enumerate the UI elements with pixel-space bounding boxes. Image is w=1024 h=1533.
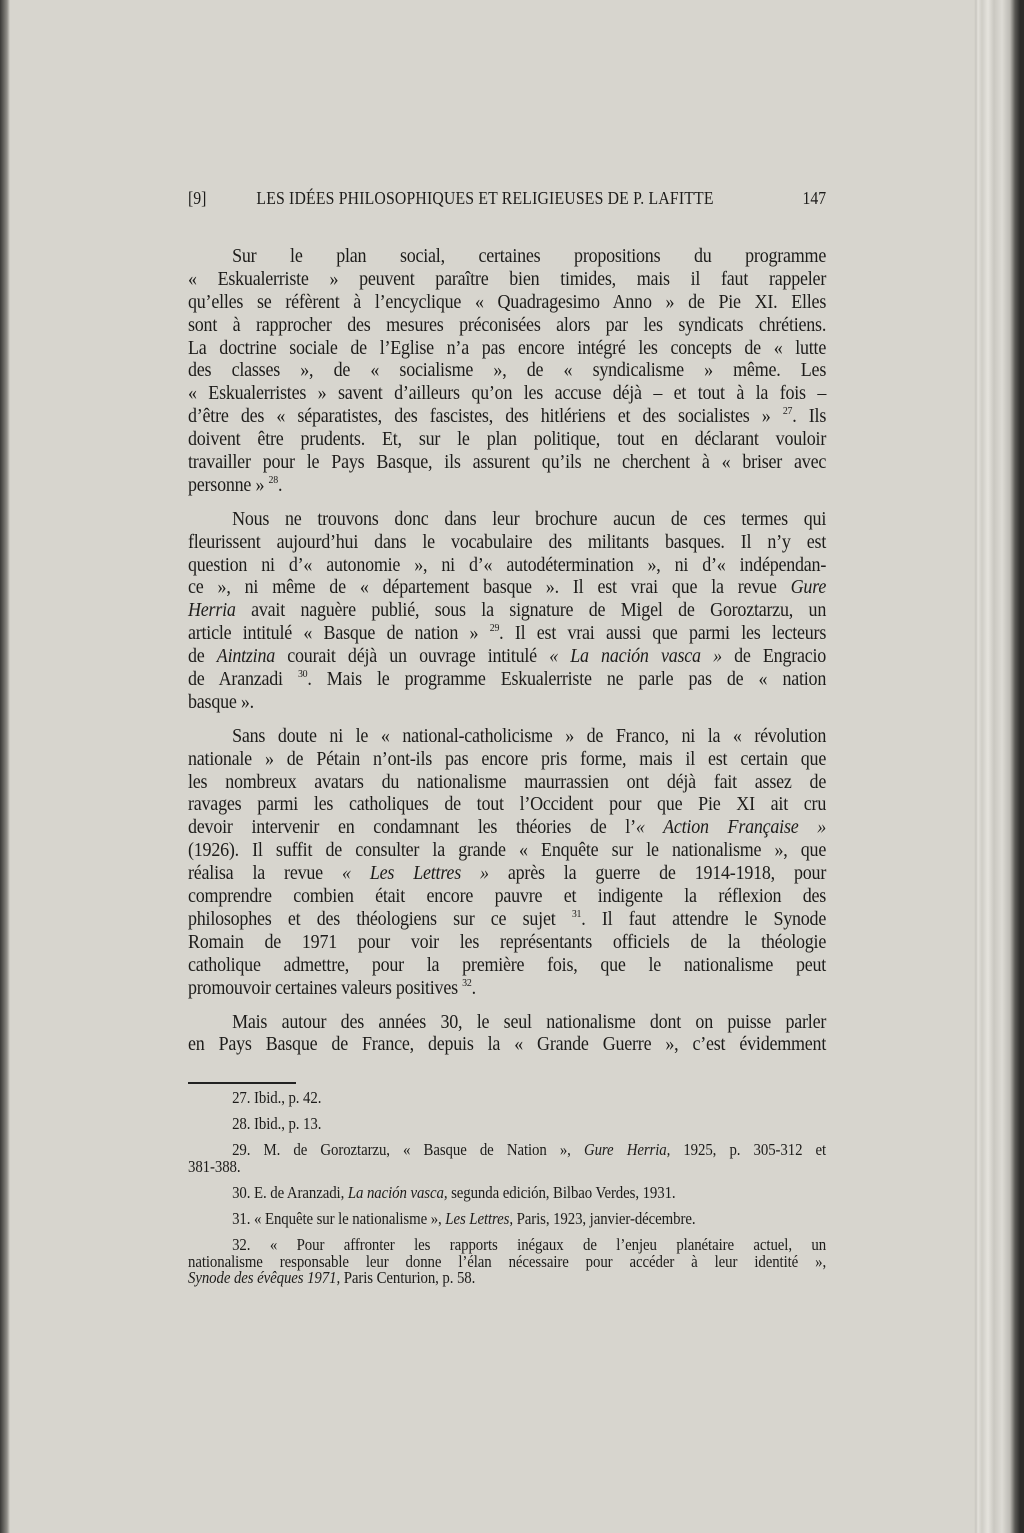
text-segment: nationalisme responsable leur donne l’élan nécessaire pour accéder à leur identité »,	[188, 1251, 827, 1271]
footnote	[188, 1237, 826, 1287]
text-line	[188, 337, 826, 360]
text-segment: 1925, p. 305-312 et	[670, 1140, 827, 1160]
footnote-reference: 31	[571, 907, 582, 920]
text-segment: 28. Ibid., p. 13.	[232, 1114, 322, 1134]
text-line	[188, 885, 826, 908]
text-segment: Sur le plan social, certaines propositions du programme	[232, 245, 827, 267]
italic-text: « Action Française »	[635, 816, 827, 839]
text-segment: La doctrine sociale de l’Eglise n’a pas encore intégré les concepts de « lutte	[188, 336, 827, 359]
body-text	[188, 245, 826, 1067]
text-line	[188, 531, 826, 554]
footnote-reference: 30	[297, 668, 308, 681]
text-segment: 381-388.	[188, 1156, 241, 1176]
text-line	[188, 245, 826, 268]
text-segment: segunda edición, Bilbao Verdes, 1931.	[447, 1182, 676, 1202]
text-segment: . Il faut attendre le Synode	[581, 907, 827, 930]
text-line	[188, 1182, 826, 1202]
text-line	[188, 771, 826, 794]
footnotes	[188, 1090, 826, 1296]
text-line	[188, 977, 826, 1000]
italic-text: « La nación vasca »	[549, 645, 722, 668]
text-line	[188, 691, 826, 714]
text-segment: les nombreux avatars du nationalisme maurrassien ont déjà fait assez de	[188, 770, 827, 793]
text-line	[188, 268, 826, 291]
text-segment: .	[471, 976, 476, 999]
text-segment: de	[188, 645, 217, 668]
text-line	[188, 816, 826, 839]
text-segment: 30. E. de Aranzadi,	[232, 1182, 348, 1202]
text-segment: après la guerre de 1914-1918, pour	[488, 862, 827, 885]
text-line	[188, 599, 826, 622]
text-segment: Sans doute ni le « national-catholicisme » de Franco, ni la « révolution	[232, 724, 827, 747]
text-line	[188, 428, 826, 451]
text-line	[188, 405, 826, 428]
text-segment: Nous ne trouvons donc dans leur brochure aucun de ces termes qui	[232, 507, 827, 530]
text-segment: avait naguère publié, sous la signature de Migel de Goroztarzu, un	[235, 599, 827, 622]
footnote-reference: 27	[782, 405, 793, 418]
footnote	[188, 1090, 826, 1107]
italic-text: « Les Lettres »	[341, 862, 489, 885]
text-segment: fleurissent aujourd’hui dans le vocabulaire des militants basques. Il n’y est	[188, 530, 827, 553]
text-segment: des classes », de « socialisme », de « syndicalisme » même. Les	[188, 359, 827, 382]
text-segment: article intitulé « Basque de nation »	[188, 622, 490, 645]
text-segment: en Pays Basque de France, depuis la « Grande Guerre », c’est évidemment	[188, 1033, 827, 1056]
text-line	[188, 1156, 826, 1176]
text-segment: qu’elles se réfèrent à l’encyclique « Quadragesimo Anno » de Pie XI. Elles	[188, 290, 827, 313]
italic-text: Synode des évêques 1971,	[188, 1268, 341, 1288]
text-segment: devoir intervenir en condamnant les théories de l’	[188, 816, 636, 839]
running-title: LES IDÉES PHILOSOPHIQUES ET RELIGIEUSES DE P. LAFITTE	[256, 188, 714, 208]
text-line	[188, 1116, 826, 1133]
text-segment: ravages parmi les catholiques de tout l’Occident pour que Pie XI ait cru	[188, 793, 827, 816]
text-segment: de Engracio	[721, 645, 827, 668]
text-segment: 31. « Enquête sur le nationalisme »,	[232, 1208, 446, 1228]
text-segment: « Eskualerristes » savent d’ailleurs qu’on les accuse déjà – et tout à la fois –	[188, 382, 827, 405]
text-line	[188, 291, 826, 314]
book-gutter	[0, 0, 10, 1533]
footnote	[188, 1182, 826, 1202]
text-segment: .	[277, 473, 283, 496]
italic-text: Herria	[188, 599, 236, 622]
footnote-rule	[188, 1082, 296, 1084]
text-segment: sont à rapprocher des mesures préconisées alors par les syndicats chrétiens.	[188, 313, 827, 336]
footnote-reference: 29	[489, 622, 500, 635]
paragraph	[188, 245, 826, 497]
page-number: 147	[802, 188, 827, 208]
footnote	[188, 1208, 826, 1228]
text-segment: 27. Ibid., p. 42.	[232, 1088, 322, 1107]
text-line	[188, 382, 826, 405]
text-segment: « Eskualerriste » peuvent paraître bien timides, mais il faut rappeler	[188, 267, 827, 290]
text-segment: doivent être prudents. Et, sur le plan politique, tout en déclarant vouloir	[188, 428, 827, 451]
text-segment: d’être des « séparatistes, des fascistes, des hitlériens et des socialistes »	[188, 405, 783, 428]
text-segment: nationale » de Pétain n’ont-ils pas encore pris forme, mais il est certain que	[188, 747, 827, 770]
paragraph	[188, 725, 826, 1000]
footnote-reference: 32	[462, 976, 472, 989]
text-line	[188, 474, 826, 497]
text-line	[188, 314, 826, 337]
text-segment: Mais autour des années 30, le seul nationalisme dont on puisse parler	[232, 1010, 827, 1033]
text-line	[188, 554, 826, 577]
text-segment: basque ».	[188, 690, 254, 713]
section-number: [9]	[188, 188, 207, 208]
text-segment: 29. M. de Goroztarzu, « Basque de Nation »,	[232, 1140, 584, 1160]
text-line	[188, 1033, 826, 1056]
text-segment: Paris Centurion, p. 58.	[340, 1268, 476, 1288]
footnote	[188, 1142, 826, 1175]
paragraph	[188, 508, 826, 714]
text-segment: Paris, 1923, janvier-décembre.	[512, 1208, 696, 1228]
text-line	[188, 451, 826, 474]
text-line	[188, 1142, 826, 1159]
text-segment: Romain de 1971 pour voir les représentants officiels de la théologie	[188, 930, 827, 953]
text-segment: réalisa la revue	[188, 862, 342, 885]
text-line	[188, 1270, 826, 1287]
text-line	[188, 1208, 826, 1228]
text-segment: . Il est vrai aussi que parmi les lecteurs	[499, 622, 827, 645]
italic-text: Gure Herria,	[583, 1140, 671, 1160]
footnote	[188, 1116, 826, 1133]
text-line	[188, 359, 826, 382]
text-line	[188, 839, 826, 862]
text-segment: (1926). Il suffit de consulter la grande « Enquête sur le nationalisme », que	[188, 839, 827, 862]
text-line	[188, 576, 826, 599]
page-stack-edge	[974, 0, 1024, 1533]
text-line	[188, 748, 826, 771]
text-line	[188, 668, 826, 691]
text-segment: courait déjà un ouvrage intitulé	[275, 645, 550, 668]
text-line	[188, 645, 826, 668]
text-segment: . Mais le programme Eskualerriste ne parle pas de « nation	[307, 668, 827, 691]
text-line	[188, 1011, 826, 1034]
text-line	[188, 931, 826, 954]
paragraph	[188, 1011, 826, 1057]
text-segment: personne »	[188, 473, 269, 496]
text-segment: philosophes et des théologiens sur ce sujet	[188, 907, 572, 930]
text-segment: ce », ni même de « département basque ». Il est vrai que la revue	[188, 576, 791, 599]
text-segment: travailler pour le Pays Basque, ils assurent qu’ils ne cherchent à « briser avec	[188, 451, 827, 474]
text-segment: question ni d’« autonomie », ni d’« autodétermination », ni d’« indépendan-	[188, 553, 827, 576]
text-segment: . Ils	[792, 405, 827, 428]
italic-text: Aintzina	[216, 645, 276, 668]
italic-text: La nación vasca,	[347, 1182, 448, 1202]
text-line	[188, 508, 826, 531]
text-line	[188, 954, 826, 977]
text-line	[188, 793, 826, 816]
text-line	[188, 725, 826, 748]
text-line	[188, 622, 826, 645]
text-segment: catholique admettre, pour la première fois, que le nationalisme peut	[188, 953, 827, 976]
text-segment: comprendre combien était encore pauvre et indigente la réflexion des	[188, 885, 827, 908]
text-line	[188, 908, 826, 931]
footnote-reference: 28	[268, 473, 278, 486]
italic-text: Les Lettres,	[445, 1208, 513, 1228]
text-segment: de Aranzadi	[188, 668, 298, 691]
italic-text: Gure	[790, 576, 827, 599]
text-line	[188, 1090, 826, 1107]
text-segment: 32. « Pour affronter les rapports inégaux de l’enjeu planétaire actuel, un	[232, 1235, 827, 1255]
text-line	[188, 862, 826, 885]
text-segment: promouvoir certaines valeurs positives	[188, 976, 463, 999]
